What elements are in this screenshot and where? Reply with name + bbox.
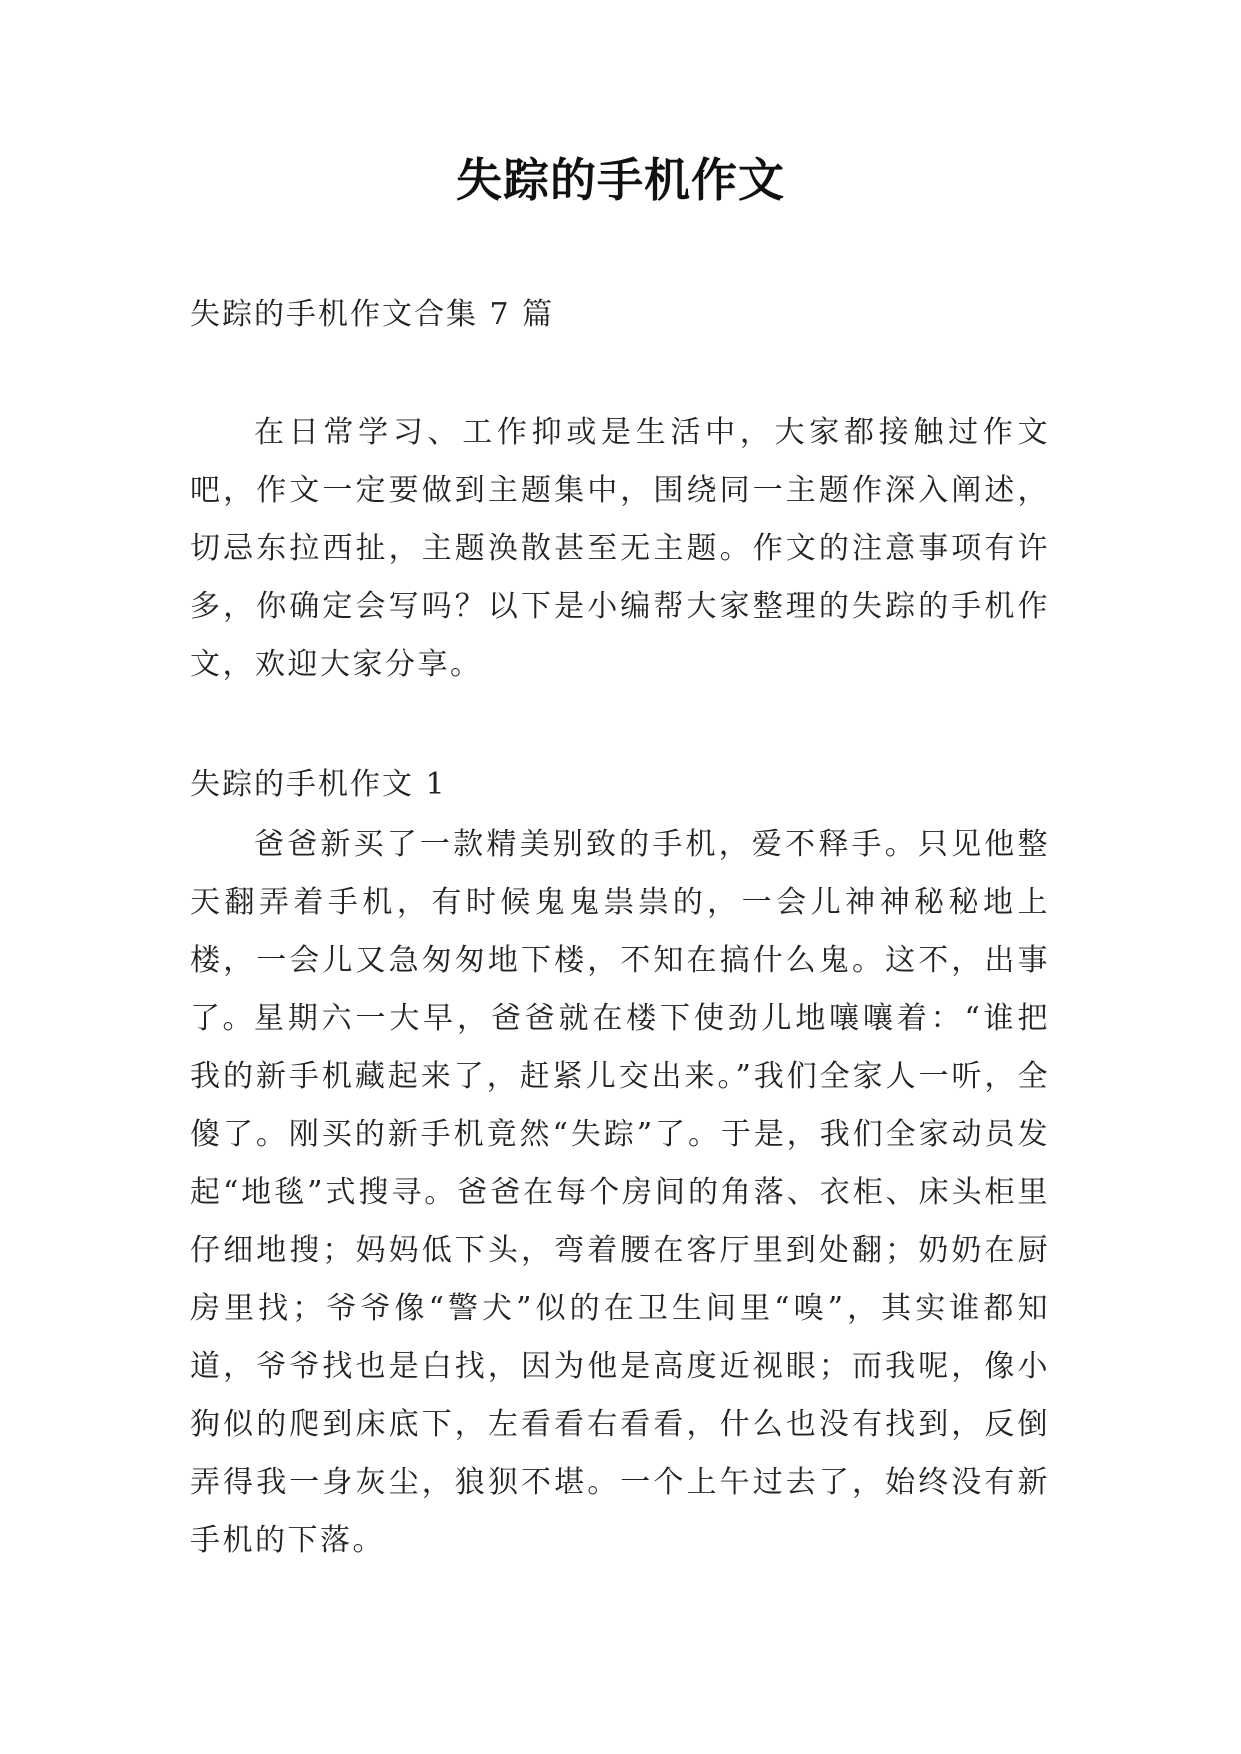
body-paragraph: 星期六一大早，爸爸就在楼下使劲儿地嚷嚷着：“谁把我的新手机藏起来了，赶紧儿交出来。”我们全家人一听，全傻了。刚买的新手机竟然“失踪”了。于是，我们全家动员发起“地毯”式搜寻。爸爸在每个房间的角落、衣柜、床头柜里仔细地搜；妈妈低下头，弯着腰在客厅里到处翻；奶奶在厨房里找；爷爷像“警犬”似的在卫生间里“嗅”，其实谁都知道，爷爷找也是白找，因为他是高度近视眼；而我呢，像小狗似的爬到床底下，左看看右看看，什么也没有找到，反倒弄得我一身灰尘，狼狈不堪。一个上午过去了，始终没有新手机的下落。	[190, 1001, 1050, 1558]
document-subtitle: 失踪的手机作文合集 7 篇	[190, 297, 555, 332]
intro-paragraph: 在日常学习、工作抑或是生活中，大家都接触过作文吧，作文一定要做到主题集中，围绕同一主题作深入阐述，切忌东拉西扯，主题涣散甚至无主题。作文的注意事项有许多，你确定会写吗？以下是小编帮大家整理的失踪的手机作文，欢迎大家分享。	[190, 415, 1050, 682]
body-paragraph: 爸爸新买了一款精美别致的手机，爱不释手。只见他整天翻弄着手机，有时候鬼鬼祟祟的，一会儿神神秘秘地上楼，一会儿又急匆匆地下楼，不知在搞什么鬼。这不，出事了。	[190, 827, 1050, 1036]
section-heading: 失踪的手机作文 1	[190, 767, 447, 802]
document-title: 失踪的手机作文	[456, 153, 785, 207]
